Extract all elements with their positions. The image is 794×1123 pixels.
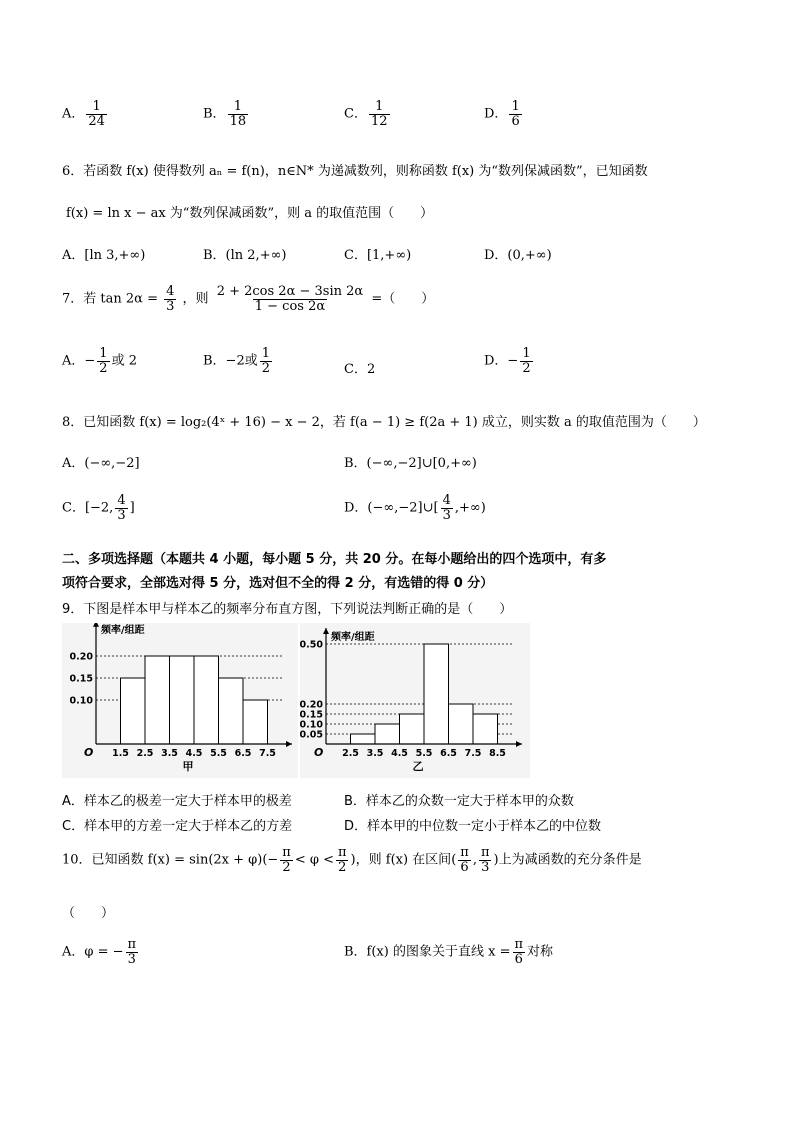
histogram-jia	[62, 623, 298, 778]
q10-option-b: B．f(x) 的图象关于直线 x = $\frac{\pi}{6}$ 对称	[344, 937, 554, 967]
fraction: $\frac{1}{2}$	[99, 346, 108, 376]
y-tick-label: 0.10	[69, 695, 93, 707]
fraction: $\frac{\pi}{2}$	[338, 845, 347, 875]
histogram-bar	[219, 678, 244, 744]
chart-title: 甲	[182, 760, 194, 773]
q8-option-a: A．(−∞,−2]	[62, 456, 140, 471]
q8-option-b: B．(−∞,−2]∪[0,+∞)	[344, 456, 477, 471]
q7-option-b: B．−2或 $\frac{1}{2}$	[203, 346, 270, 376]
x-tick-label: 5.5	[415, 748, 433, 759]
fraction: $\frac{4}{3}$	[117, 493, 126, 523]
fraction: $\frac{\pi}{2}$	[282, 845, 291, 875]
q5-option-a: A． $\frac{1}{24}$	[62, 99, 105, 129]
x-tick-label: 6.5	[234, 748, 252, 759]
x-tick-label: 1.5	[112, 748, 129, 759]
histogram-bar	[400, 714, 425, 744]
y-axis-label: 频率/组距	[331, 632, 375, 643]
chart-title: 乙	[412, 760, 424, 773]
x-tick-label: 7.5	[259, 748, 276, 759]
fraction: $\frac{1}{18}$	[229, 99, 247, 129]
histogram-bar	[424, 644, 449, 744]
histogram-bar	[473, 714, 498, 744]
histogram-bar	[170, 656, 195, 744]
x-tick-label: 7.5	[464, 748, 482, 759]
fraction: $\frac{4}{3}$	[442, 493, 451, 523]
q7-option-c: C．2	[344, 362, 376, 377]
q8-option-c: C．[−2, $\frac{4}{3}$ ]	[62, 493, 135, 523]
histogram-bar	[351, 734, 376, 744]
x-tick-label: 8.5	[489, 748, 506, 759]
q9-stem: 9．下图是样本甲与样本乙的频率分布直方图，下列说法判断正确的是（ ）	[62, 602, 513, 617]
histogram-bar	[121, 678, 146, 744]
fraction: $\frac{\pi}{6}$	[514, 937, 524, 967]
section-2-heading-line1: 二、多项选择题（本题共 4 小题，每小题 5 分，共 20 分。在每小题给出的四个选项中，有多	[62, 552, 607, 567]
fraction: $\frac{2 + 2\cos 2\alpha - 3\sin 2\alpha}{1 - \cos 2\alpha}$	[216, 284, 364, 314]
section-2-heading-line2: 项符合要求，全部选对得 5 分，选对但不全的得 2 分，有选错的得 0 分）	[62, 576, 494, 591]
q9-option-d: D．样本甲的中位数一定小于样本乙的中位数	[344, 819, 602, 834]
q6-option-b: B．(ln 2,+∞)	[203, 248, 287, 263]
q10-answer-paren: （ ）	[62, 906, 115, 921]
y-axis-label: 频率/组距	[101, 624, 145, 636]
fraction: $\frac{\pi}{3}$	[127, 937, 137, 967]
origin-label: O	[84, 746, 94, 759]
fraction: $\frac{1}{2}$	[522, 346, 531, 376]
q5-option-b: B． $\frac{1}{18}$	[203, 99, 247, 129]
x-tick-label: 3.5	[366, 748, 384, 759]
q7-option-d: D．− $\frac{1}{2}$	[484, 346, 531, 376]
q6-stem-line1: 6．若函数 f(x) 使得数列 aₙ = f(n)，n∈N* 为递减数列，则称函数 f(x) 为“数列保减函数”，已知函数	[62, 164, 648, 179]
q8-option-d: D．(−∞,−2]∪[ $\frac{4}{3}$ ,+∞)	[344, 493, 486, 523]
y-tick-label: 0.20	[69, 651, 93, 663]
q5-option-d: D． $\frac{1}{6}$	[484, 99, 520, 129]
x-tick-label: 4.5	[391, 748, 408, 759]
q6-option-d: D．(0,+∞)	[484, 248, 552, 263]
q9-option-b: B．样本乙的众数一定大于样本甲的众数	[344, 794, 574, 809]
histogram-bar	[375, 724, 400, 744]
histogram-bar	[243, 700, 268, 744]
fraction: $\frac{1}{2}$	[261, 346, 270, 376]
fraction: $\frac{1}{24}$	[88, 99, 105, 129]
q6-stem-line2: f(x) = ln x − ax 为“数列保减函数”，则 a 的取值范围（ ）	[66, 206, 434, 221]
fraction: $\frac{\pi}{3}$	[480, 845, 490, 875]
histogram-bar	[194, 656, 219, 744]
histogram-bar	[449, 704, 474, 744]
q6-option-c: C．[1,+∞)	[344, 248, 412, 263]
fraction: $\frac{1}{6}$	[511, 99, 520, 129]
y-tick-label: 0.50	[300, 639, 323, 651]
x-tick-label: 4.5	[185, 748, 203, 759]
x-tick-label: 6.5	[440, 748, 457, 759]
q5-option-c: C． $\frac{1}{12}$	[344, 99, 388, 129]
q10-stem: 10．已知函数 f(x) = sin(2x + φ)(− $\frac{\pi}{2}$ < φ < $\frac{\pi}{2}$ )，则 f(x) 在区间( $\frac{\pi}{6}$ , $\frac{\pi}{3}$ )上为减函数的充分条件是	[62, 845, 642, 875]
y-tick-label: 0.05	[300, 729, 323, 741]
q8-stem: 8．已知函数 f(x) = log₂(4ˣ + 16) − x − 2，若 f(a − 1) ≥ f(2a + 1) 成立，则实数 a 的取值范围为（ ）	[62, 415, 706, 430]
y-tick-label: 0.10	[300, 719, 323, 731]
fraction: $\frac{1}{12}$	[370, 99, 388, 129]
q7-option-a: A．− $\frac{1}{2}$ 或 2	[62, 346, 137, 376]
y-tick-label: 0.20	[300, 699, 323, 711]
x-tick-label: 3.5	[161, 748, 178, 759]
fraction: $\frac{\pi}{6}$	[460, 845, 469, 875]
q6-option-a: A．[ln 3,+∞)	[62, 248, 146, 263]
x-tick-label: 2.5	[136, 748, 154, 759]
q9-option-c: C．样本甲的方差一定大于样本乙的方差	[62, 819, 293, 834]
histogram-bar	[145, 656, 170, 744]
y-tick-label: 0.15	[300, 709, 323, 721]
y-tick-label: 0.15	[69, 673, 93, 685]
x-tick-label: 2.5	[342, 748, 359, 759]
q10-option-a: A．φ = − $\frac{\pi}{3}$	[62, 937, 137, 967]
fraction: $\frac{4}{3}$	[166, 284, 175, 314]
q7-stem: 7．若 tan 2α = $\frac{4}{3}$ ，则 $\frac{2 + 2\cos 2\alpha - 3\sin 2\alpha}{1 - \cos 2\alpha}$ =（ ）	[62, 284, 435, 314]
origin-label: O	[314, 746, 324, 759]
x-tick-label: 5.5	[210, 748, 227, 759]
q9-option-a: A．样本乙的极差一定大于样本甲的极差	[62, 794, 292, 809]
histogram-yi	[300, 623, 530, 778]
